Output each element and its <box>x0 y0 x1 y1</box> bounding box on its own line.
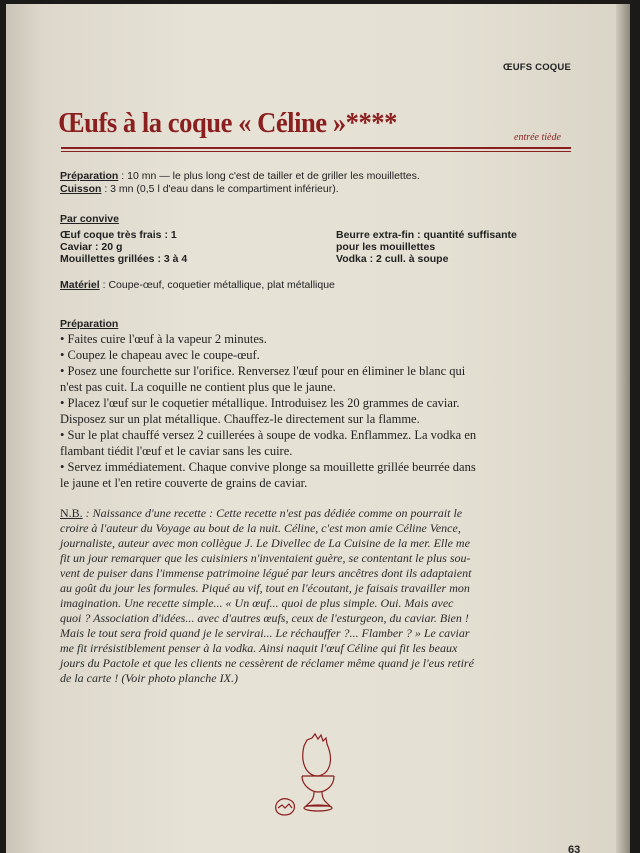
note-label: N.B. <box>60 506 83 520</box>
cook-time-text: : 3 mn (0,5 l d'eau dans le compartiment inférieur). <box>101 183 339 195</box>
ingredient-left-1: Œuf coque très frais : 1 <box>60 229 177 241</box>
note-line: journaliste, auteur avec mon collègue J. Le Divellec de La Cuisine de la mer. Elle me <box>60 536 470 550</box>
note-line: vent de puiser dans l'immense patrimoine légué par leurs ancêtres dont ils adaptaient <box>60 566 472 580</box>
prep-step-line: • Faites cuire l'œuf à la vapeur 2 minutes. <box>60 332 267 346</box>
egg-cup-stem <box>306 792 330 806</box>
egg-cup-bowl <box>302 776 334 792</box>
prep-step-line: le jaune et l'en retire couverte de grains de caviar. <box>60 476 308 490</box>
note-line: quoi ? Association d'idées... avec d'autres œufs, ceux de l'esturgeon, du caviar. Bien ! <box>60 611 469 625</box>
title-rule-thin <box>61 151 571 152</box>
note-line: N.B. : Naissance d'une recette : Cette recette n'est pas dédiée comme on pourrait le <box>60 506 463 520</box>
per-guest-label: Par convive <box>60 213 119 225</box>
page-spine <box>616 4 630 853</box>
prep-time-label: Préparation <box>60 170 119 182</box>
recipe-subtitle: entrée tiède <box>514 132 561 143</box>
equipment-label: Matériel <box>60 279 100 291</box>
note-line: croire à l'auteur du Voyage au bout de la nuit. Céline, c'est mon amie Céline Vence, <box>60 521 461 535</box>
prep-step-line: • Posez une fourchette sur l'orifice. Renversez l'œuf pour en éliminer le blanc qui <box>60 364 466 378</box>
egg-shell <box>303 734 331 776</box>
prep-step-line: • Servez immédiatement. Chaque convive plonge sa mouillette grillée beurrée dans <box>60 460 476 474</box>
note-line: me fit irrésistiblement penser à la vodka. Ainsi naquit l'œuf Céline qui fit les beaux <box>60 641 458 655</box>
cook-time-line <box>60 183 339 195</box>
prep-step-line: n'est pas cuit. La coquille ne contient plus que le jaune. <box>60 380 336 394</box>
prep-step-line: • Placez l'œuf sur le coquetier métallique. Introduisez les 20 grammes de caviar. <box>60 396 460 410</box>
equipment-line <box>60 279 335 291</box>
note-line: imagination. Une recette simple... « Un œuf... quoi de plus simple. Oui. Mais avec <box>60 596 454 610</box>
note-line: fit un jour remarquer que les cuisiniers n'inventaient guère, se contentant le plus sou- <box>60 551 471 565</box>
prep-step-line: • Sur le plat chauffé versez 2 cuillerées à soupe de vodka. Enflammez. La vodka en <box>60 428 477 442</box>
prep-step-line: • Coupez le chapeau avec le coupe-œuf. <box>60 348 260 362</box>
ingredient-left-2: Caviar : 20 g <box>60 241 123 253</box>
ingredient-right-2: pour les mouillettes <box>336 241 436 253</box>
cook-time-label: Cuisson <box>60 183 102 195</box>
prep-step-line: flambant tiédit l'œuf et le caviar sans les cuire. <box>60 444 293 458</box>
note-line: de la carte ! (Voir photo planche IX.) <box>60 671 238 685</box>
recipe-title: Œufs à la coque « Céline »**** <box>58 108 397 139</box>
prep-time-line <box>60 170 420 182</box>
note-line: Mais le tout sera froid quand je le servirai... Le réchauffer ?... Flamber ? » Le caviar <box>60 626 470 640</box>
prep-step-line: Disposez sur un plat métallique. Chauffez-le directement sur la flamme. <box>60 412 420 426</box>
ingredient-left-3: Mouillettes grillées : 3 à 4 <box>60 253 188 265</box>
note-line: au goût du jour les formules. Piqué au vif, tout en l'écoutant, je faisais travailler mon <box>60 581 470 595</box>
running-head: ŒUFS COQUE <box>503 62 571 73</box>
page-number: 63 <box>568 844 581 853</box>
equipment-text: : Coupe-œuf, coquetier métallique, plat métallique <box>99 279 335 291</box>
book-page <box>6 4 630 853</box>
title-rule <box>61 147 571 149</box>
prep-time-text: : 10 mn — le plus long c'est de tailler et de griller les mouillettes. <box>118 170 420 182</box>
ingredient-right-1: Beurre extra-fin : quantité suffisante <box>336 229 517 241</box>
note-line: jours du Pactole et que les clients ne cessèrent de réclamer même quand je l'eus retiré <box>60 656 474 670</box>
ingredient-right-3: Vodka : 2 cull. à soupe <box>336 253 449 265</box>
egg-cup-illustration <box>268 730 358 830</box>
preparation-label: Préparation <box>60 318 119 330</box>
